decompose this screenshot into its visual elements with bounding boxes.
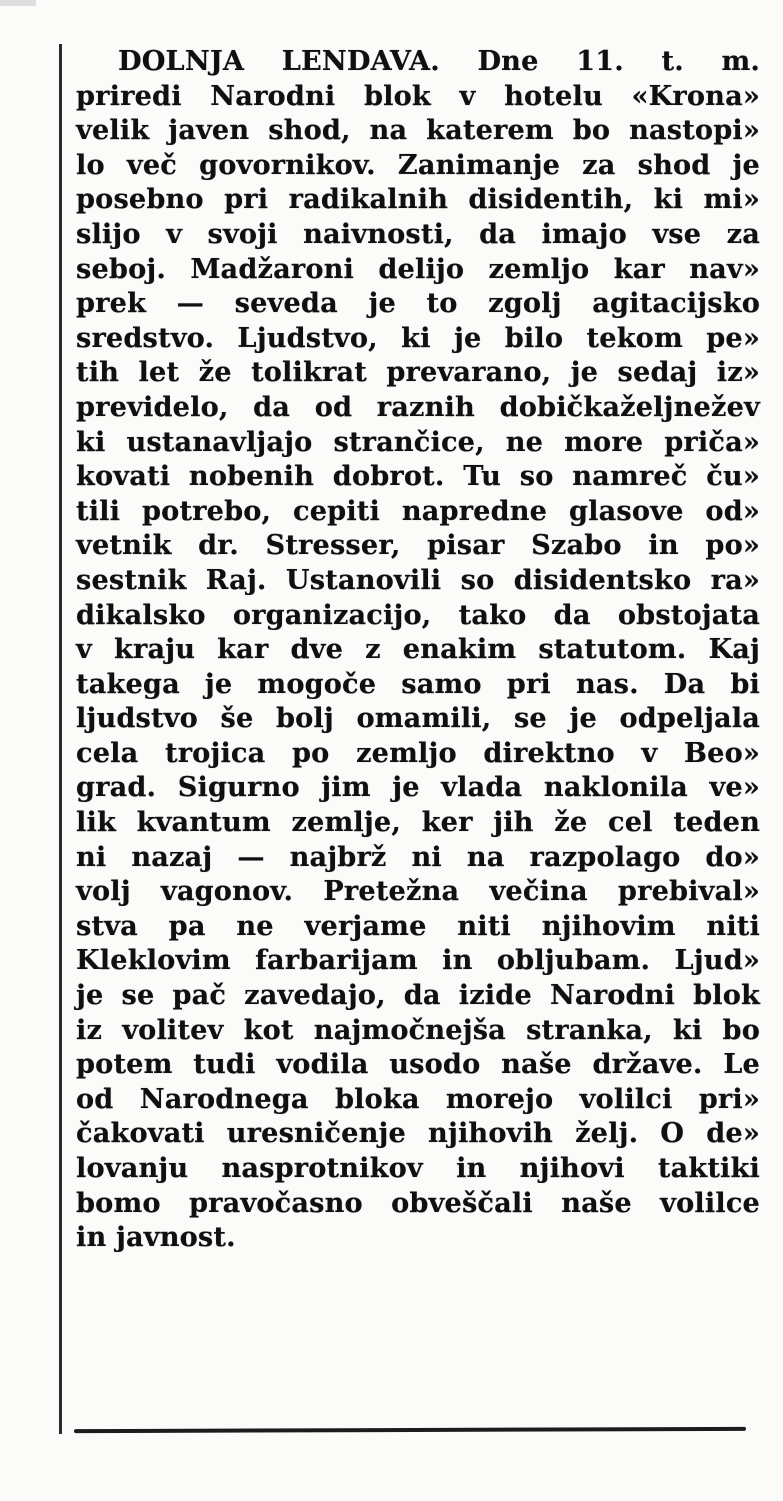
article-line: čakovati uresničenje njihovih želj. O de»: [76, 1117, 760, 1150]
article-line: slijo v svoji naivnosti, da imajo vse za: [76, 217, 760, 250]
article-line: ni nazaj — najbrž ni na razpolago do»: [76, 840, 760, 873]
article-line: previdelo, da od raznih dobičkaželjnežev: [76, 390, 760, 423]
article-line: iz volitev kot najmočnejša stranka, ki bo: [76, 1013, 760, 1046]
article-line: ki ustanavljajo strančice, ne more priča»: [76, 425, 760, 458]
article-line: od Narodnega bloka morejo volilci pri»: [76, 1082, 760, 1115]
article-line: bomo pravočasno obveščali naše volilce: [76, 1186, 760, 1219]
article-line: dikalsko organizacijo, tako da obstojata: [76, 598, 760, 631]
article-line: cela trojica po zemljo direktno v Beo»: [76, 736, 760, 769]
article-line: Kleklovim farbarijam in obljubam. Ljud»: [76, 944, 760, 977]
article-line: posebno pri radikalnih disidentih, ki mi»: [76, 183, 760, 216]
article-line: priredi Narodni blok v hotelu «Krona»: [76, 79, 760, 112]
article-line: lovanju nasprotnikov in njihovi taktiki: [76, 1152, 760, 1184]
article-line: sestnik Raj. Ustanovili so disidentsko ra»: [76, 563, 760, 596]
article-text: [76, 44, 760, 1255]
column-left-rule: [59, 44, 62, 1434]
article-line: ljudstvo še bolj omamili, se je odpeljala: [76, 702, 760, 735]
article-line: volj vagonov. Pretežna večina prebival»: [76, 875, 760, 908]
article-line: tih let že tolikrat prevarano, je sedaj iz»: [76, 356, 760, 389]
scan-corner-mark: [0, 0, 36, 6]
article-line: takega je mogoče samo pri nas. Da bi: [76, 667, 760, 700]
article-line: seboj. Madžaroni delijo zemljo kar nav»: [76, 252, 760, 285]
article-line: sredstvo. Ljudstvo, ki je bilo tekom pe»: [76, 321, 760, 354]
article-line: prek — seveda je to zgolj agitacijsko: [76, 287, 760, 320]
article-line: in javnost.: [76, 1221, 236, 1254]
article-end-rule: [74, 1427, 746, 1433]
article-line: potem tudi vodila usodo naše države. Le: [76, 1048, 760, 1081]
article-line: lo več govornikov. Zanimanje za shod je: [76, 148, 760, 181]
article-line: velik javen shod, na katerem bo nastopi»: [76, 114, 760, 147]
article-line: grad. Sigurno jim je vlada naklonila ve»: [76, 771, 760, 804]
article-line: lik kvantum zemlje, ker jih že cel teden: [76, 806, 760, 839]
article-line: tili potrebo, cepiti napredne glasove od»: [76, 494, 760, 527]
article-line: v kraju kar dve z enakim statutom. Kaj: [76, 633, 760, 666]
article-line: kovati nobenih dobrot. Tu so namreč ču»: [76, 460, 760, 493]
article-line: vetnik dr. Stresser, pisar Szabo in po»: [76, 529, 760, 562]
article-line: stva pa ne verjame niti njihovim niti: [76, 909, 760, 942]
article-line: DOLNJA LENDAVA. Dne 11. t. m.: [118, 45, 760, 77]
article-line: je se pač zavedajo, da izide Narodni blok: [76, 979, 760, 1012]
